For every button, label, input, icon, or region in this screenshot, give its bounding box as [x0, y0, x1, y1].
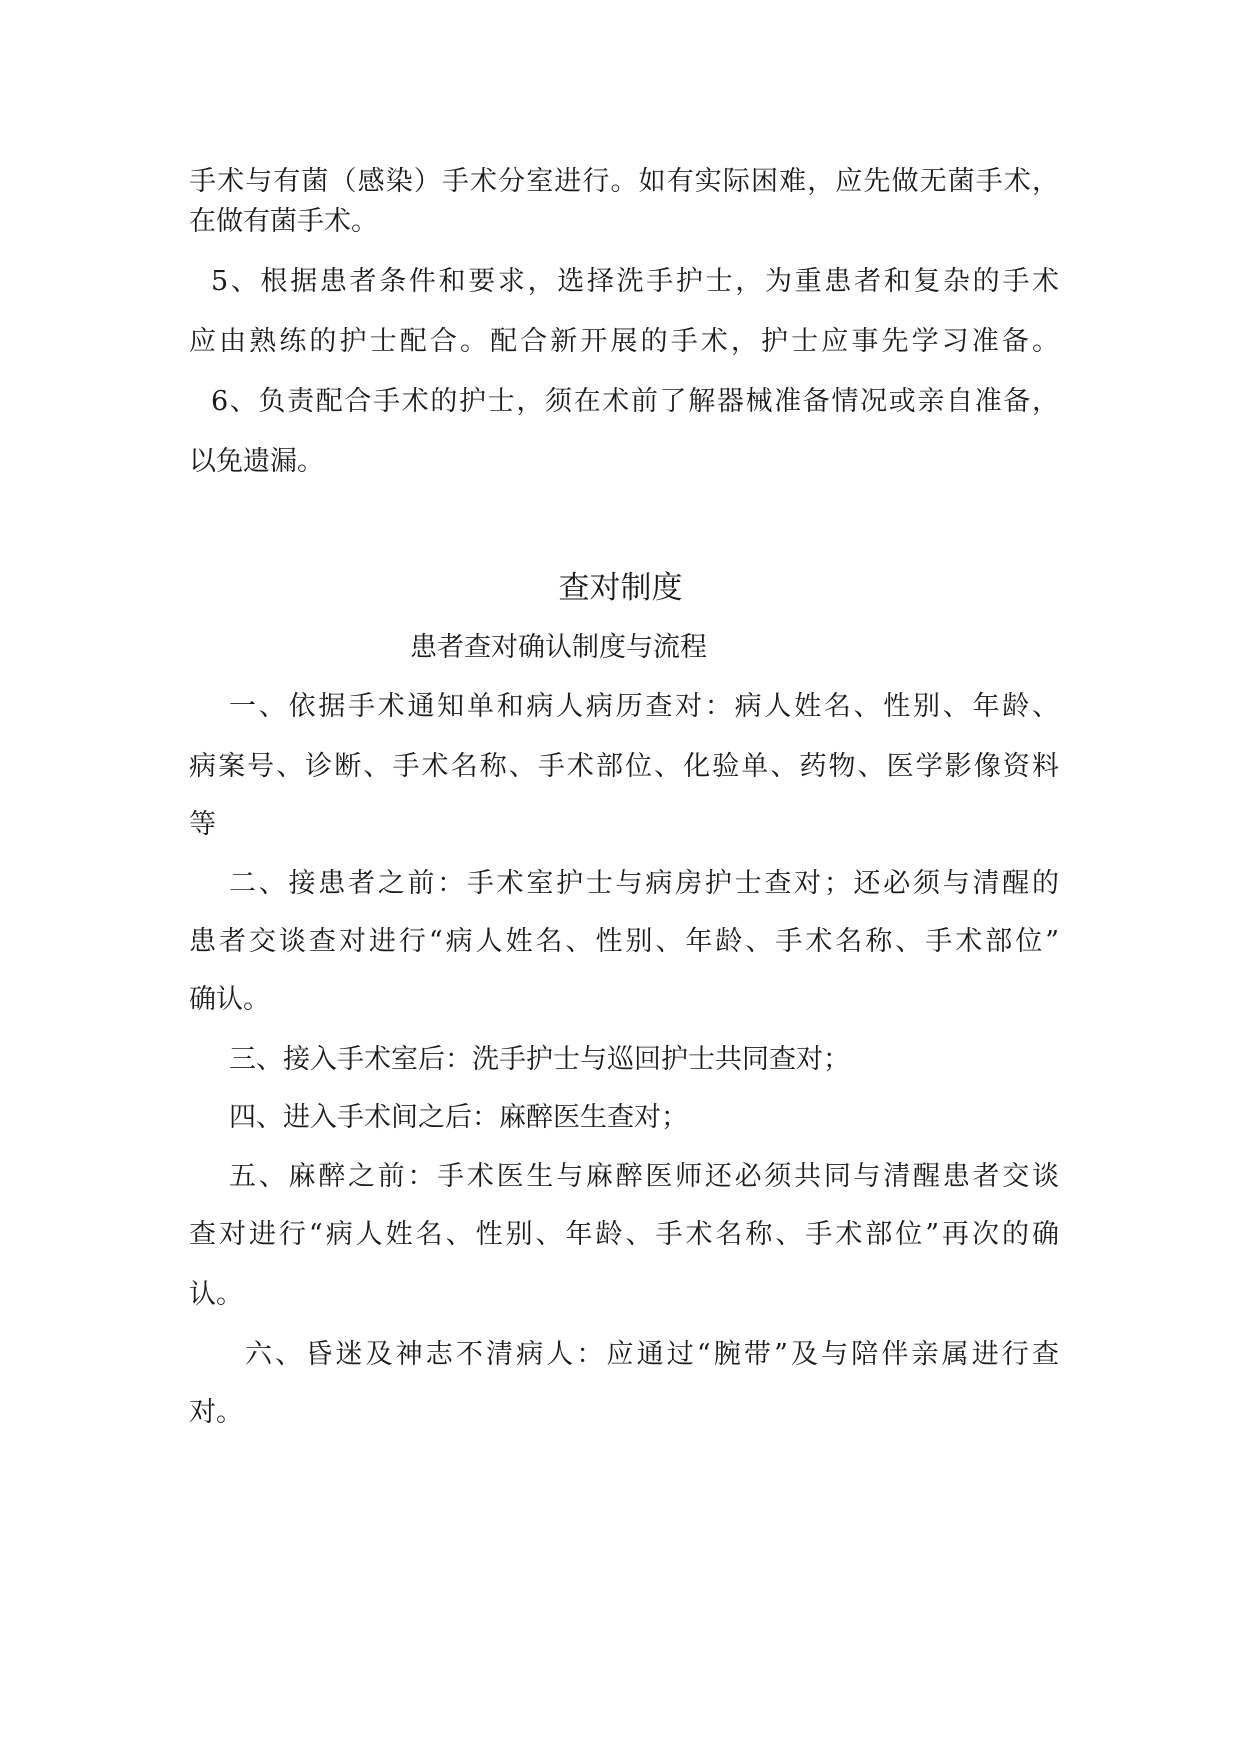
item-2-line-1: 二、接患者之前：手术室护士与病房护士查对；还必须与清醒的 [229, 868, 1059, 899]
item-5-line-3: 认。 [189, 1279, 243, 1310]
paragraph-5-line-2: 应由熟练的护士配合。配合新开展的手术，护士应事先学习准备。 [189, 326, 1059, 357]
item-3-line-1: 三、接入手术室后：洗手护士与巡回护士共同查对； [229, 1044, 850, 1075]
item-1-line-3: 等 [189, 809, 216, 840]
paragraph-4-continued-line-2: 在做有菌手术。 [189, 206, 378, 237]
paragraph-6-line-1: 6、负责配合手术的护士，须在术前了解器械准备情况或亲自准备， [211, 386, 1059, 417]
item-2-line-3: 确认。 [189, 984, 270, 1015]
paragraph-6-line-2: 以免遗漏。 [189, 446, 324, 477]
section-subtitle: 患者查对确认制度与流程 [410, 632, 707, 663]
item-6-line-1: 六、昏迷及神志不清病人：应通过“腕带”及与陪伴亲属进行查 [245, 1339, 1059, 1370]
item-5-line-2: 查对进行“病人姓名、性别、年龄、手术名称、手术部位”再次的确 [189, 1219, 1059, 1250]
item-2-line-2: 患者交谈查对进行“病人姓名、性别、年龄、手术名称、手术部位” [189, 926, 1059, 957]
item-4-line-1: 四、进入手术间之后：麻醉医生查对； [229, 1102, 688, 1133]
paragraph-5-line-1: 5、根据患者条件和要求，选择洗手护士，为重患者和复杂的手术 [211, 266, 1059, 297]
item-6-line-2: 对。 [189, 1397, 243, 1428]
item-1-line-2: 病案号、诊断、手术名称、手术部位、化验单、药物、医学影像资料 [189, 751, 1059, 782]
item-1-line-1: 一、依据手术通知单和病人病历查对：病人姓名、性别、年龄、 [229, 691, 1059, 722]
paragraph-4-continued-line-1: 手术与有菌（感染）手术分室进行。如有实际困难，应先做无菌手术， [189, 166, 1059, 197]
item-5-line-1: 五、麻醉之前：手术医生与麻醉医师还必须共同与清醒患者交谈 [229, 1161, 1059, 1192]
section-title: 查对制度 [558, 570, 683, 606]
